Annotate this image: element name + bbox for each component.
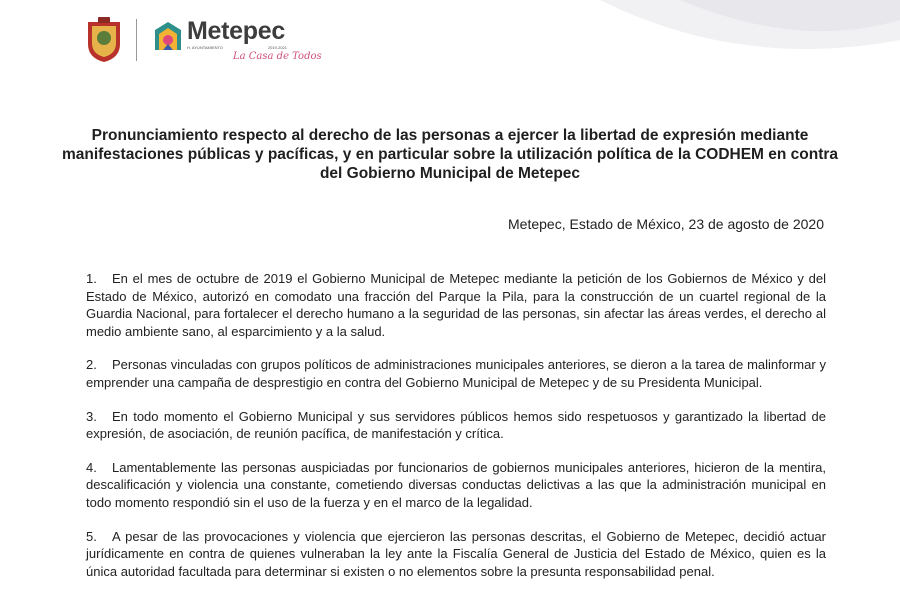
decorative-swoosh [480,0,900,80]
paragraph-number: 5. [86,528,97,544]
document-title: Pronunciamiento respecto al derecho de las personas a ejercer la libertad de expresión mediante manifestaciones públicas y pacíficas, y en particular sobre la utilización política de la CODHEM en contra del Gobierno Municipal de Metepec [61,127,839,182]
paragraph-text: A pesar de las provocaciones y violencia que ejercieron las personas descritas, el Gobierno de Metepec, decidió actuar jurídicamente en contra de quienes vulneraban la ley ante la Fiscalía General de Justicia del Estado de México, quien es la única autoridad facultada para determinar si existen o no elementos sobre la presunta responsabilidad penal. [86,528,826,579]
letterhead [84,10,322,70]
paragraph-2 [86,356,826,391]
logo-years: 2019-2021 [267,45,287,50]
paragraph-1 [86,270,826,340]
logo-name: Metepec [187,17,285,45]
paragraph-3 [86,408,826,443]
paragraph-number: 2. [86,357,97,373]
paragraph-5 [86,528,826,581]
paragraph-number: 1. [86,271,97,286]
paragraph-number: 4. [86,459,97,475]
metepec-logo [153,18,322,62]
paragraph-text: Lamentablemente las personas auspiciadas por funcionarios de gobiernos municipales anteriores, hicieron de la mentira, descalificación y violencia una constante, cometiendo diversas conductas delictivas a las que la administración municipal en todo momento respondió sin el uso de la fuerza y en el marco de la legalidad. [86,459,826,510]
document-body [86,270,826,596]
paragraph-text: En el mes de octubre de 2019 el Gobierno Municipal de Metepec mediante la petición de los Gobiernos de México y del Estado de México, autorizó en comodato una fracción del Parque la Pila, para la construcción de un cuartel regional de la Guardia Nacional, para fortalecer el derecho humano a la seguridad de las personas, sin afectar las áreas verdes, el derecho al medio ambiente sano, al esparcimiento y a la salud. [86,271,826,339]
state-of-mexico-seal-icon [84,16,124,64]
logo-slogan: La Casa de Todos [233,51,322,62]
paragraph-text: Personas vinculadas con grupos políticos de administraciones municipales anteriores, se dieron a la tarea de malinformar y emprender una campaña de desprestigio en contra del Gobierno Municipal de Metepec y de su Presidenta Municipal. [86,357,826,390]
paragraph-4 [86,459,826,512]
metepec-logo-icon [153,20,183,52]
paragraph-number: 3. [86,408,97,424]
document-date: Metepec, Estado de México, 23 de agosto de 2020 [508,216,824,232]
paragraph-text: En todo momento el Gobierno Municipal y sus servidores públicos hemos sido respetuosos y garantizado la libertad de expresión, de asociación, de reunión pacífica, de manifestación y crítica. [86,408,826,442]
header-divider [136,19,137,61]
logo-subtitle: H. AYUNTAMIENTO [187,45,224,50]
